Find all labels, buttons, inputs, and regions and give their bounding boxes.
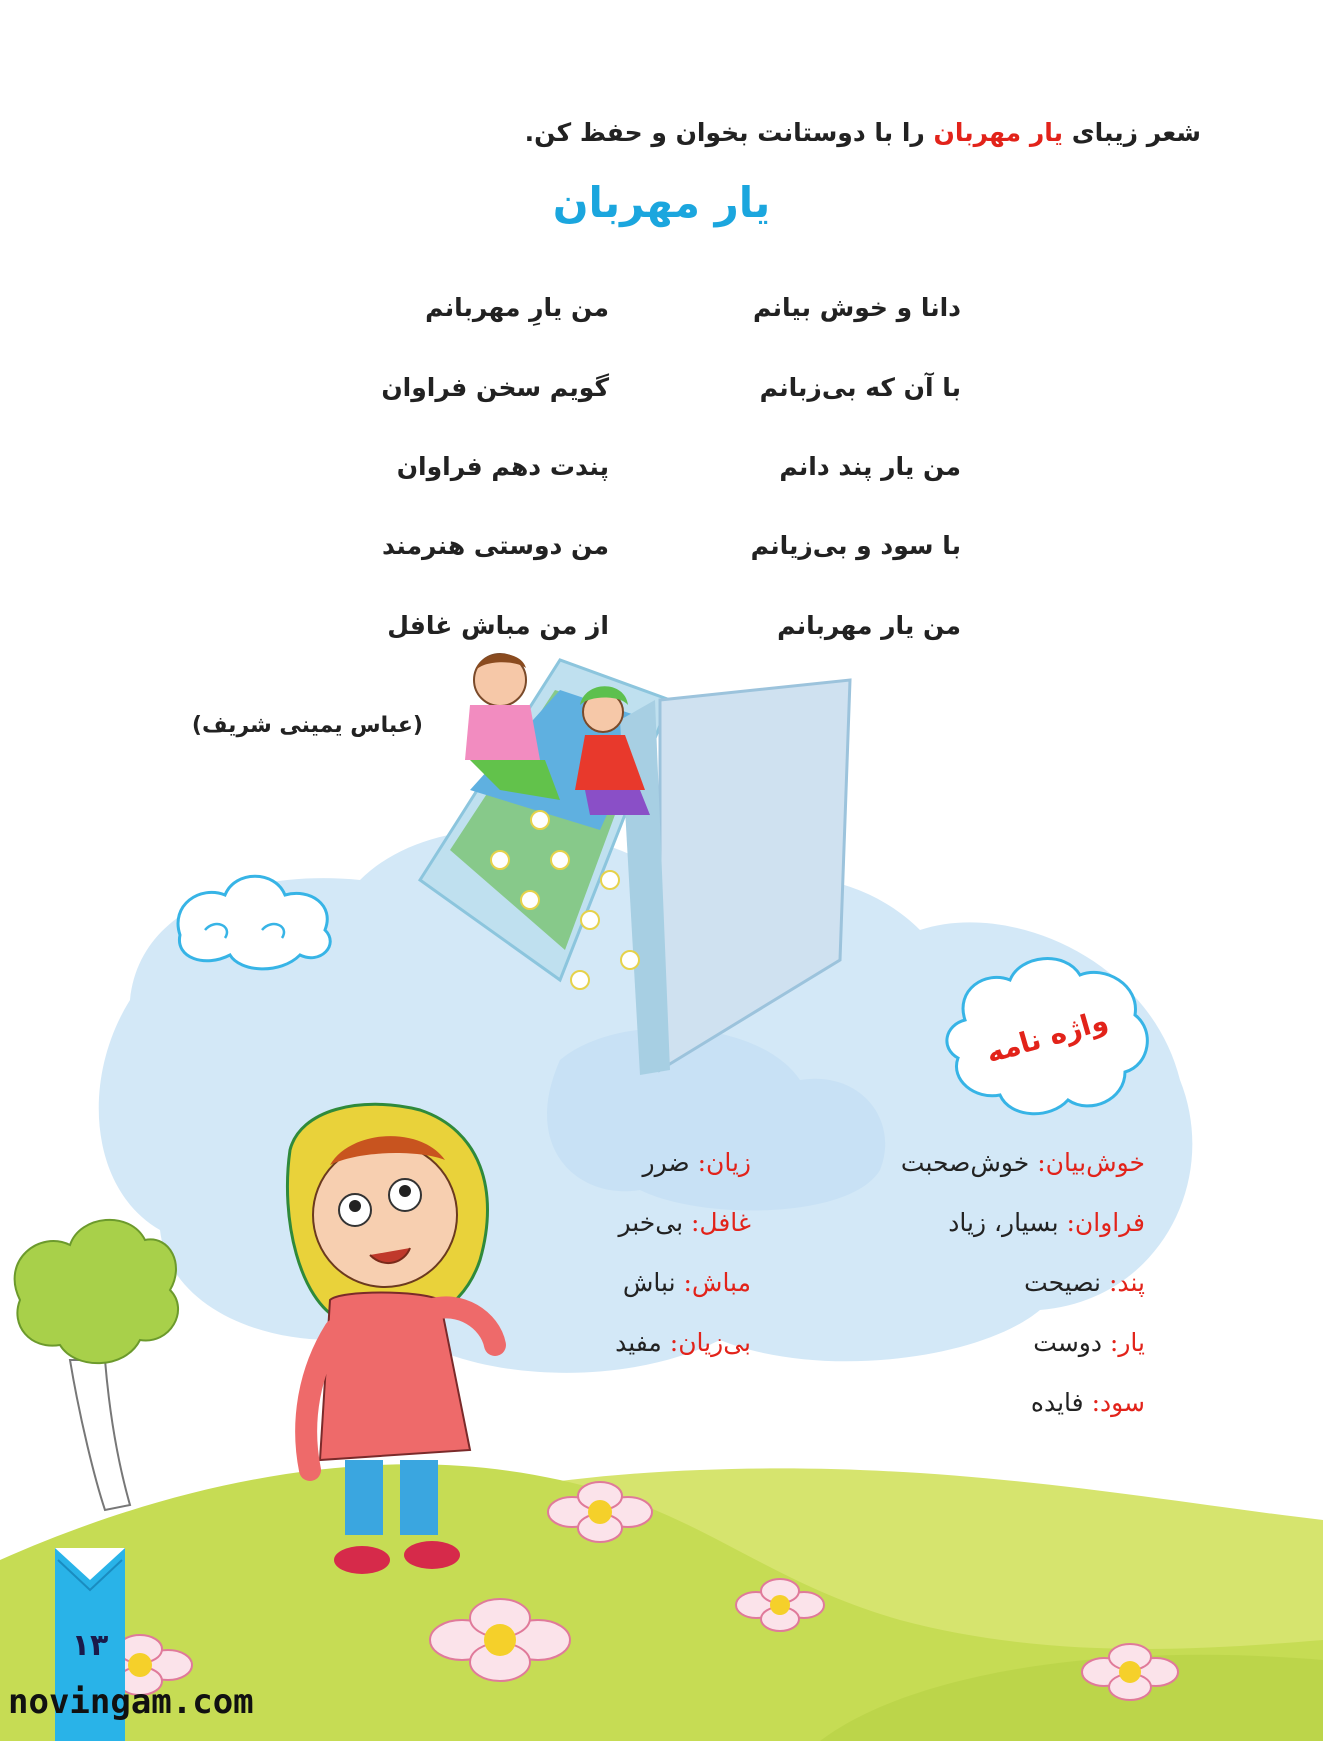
verse-line: من یارِ مهربانم [425, 293, 609, 322]
glossary-term: غافل: [691, 1208, 751, 1237]
glossary-term: بی‌زیان: [669, 1328, 751, 1357]
glossary-term: پند: [1108, 1268, 1145, 1297]
verse-line: با سود و بی‌زیانم [750, 531, 961, 560]
instruction-before: شعر زیبای [1063, 118, 1201, 147]
glossary-meaning: مفید [615, 1328, 662, 1357]
glossary-entry [623, 1268, 751, 1297]
glossary-meaning: بسیار، زیاد [948, 1208, 1059, 1237]
glossary-entry [1024, 1268, 1145, 1297]
poem-author: (عباس یمینی شریف) [191, 713, 423, 738]
verse-line: گویم سخن فراوان [381, 373, 609, 402]
verse-line: من دوستی هنرمند [381, 531, 609, 560]
glossary-title: واژه نامه [982, 1003, 1112, 1070]
glossary-term: یار: [1109, 1328, 1145, 1357]
verse-line: پندت دهم فراوان [396, 452, 609, 481]
glossary-entry [643, 1148, 752, 1177]
glossary-meaning: نصیحت [1024, 1268, 1101, 1297]
instruction-highlight: یار مهربان [933, 118, 1064, 147]
verse-line: با آن که بی‌زبانم [759, 373, 961, 402]
glossary-entry [948, 1208, 1145, 1237]
glossary-term: مباش: [683, 1268, 751, 1297]
verse-line: من یار مهربانم [777, 611, 961, 640]
glossary-entry [618, 1208, 751, 1237]
verse-line: از من مباش غافل [387, 611, 609, 640]
glossary-entry [615, 1328, 751, 1357]
website-watermark: novingam.com [8, 1682, 254, 1722]
glossary-meaning: خوش‌صحبت [900, 1148, 1030, 1177]
tree-illustration [15, 1220, 178, 1510]
glossary-entry [1031, 1388, 1145, 1417]
glossary-term: سود: [1091, 1388, 1145, 1417]
glossary-term: فراوان: [1066, 1208, 1145, 1237]
glossary-entry [901, 1148, 1145, 1177]
glossary-entry [1033, 1328, 1145, 1357]
instruction-text [525, 118, 1201, 147]
glossary-meaning: فایده [1030, 1388, 1084, 1417]
glossary-meaning: نباش [622, 1268, 676, 1297]
glossary-meaning: بی‌خبر [618, 1208, 684, 1237]
glossary-term: خوش‌بیان: [1037, 1148, 1145, 1177]
verse-line: دانا و خوش بیانم [753, 293, 961, 322]
verse-line: من یار پند دانم [779, 452, 961, 481]
glossary-term: زیان: [697, 1148, 751, 1177]
instruction-after: را با دوستانت بخوان و حفظ کن. [524, 118, 934, 147]
poem-title: یار مهربان [552, 178, 771, 227]
glossary-meaning: دوست [1033, 1328, 1102, 1357]
page-number: ۱۳ [71, 1628, 109, 1663]
glossary-meaning: ضرر [642, 1148, 690, 1177]
